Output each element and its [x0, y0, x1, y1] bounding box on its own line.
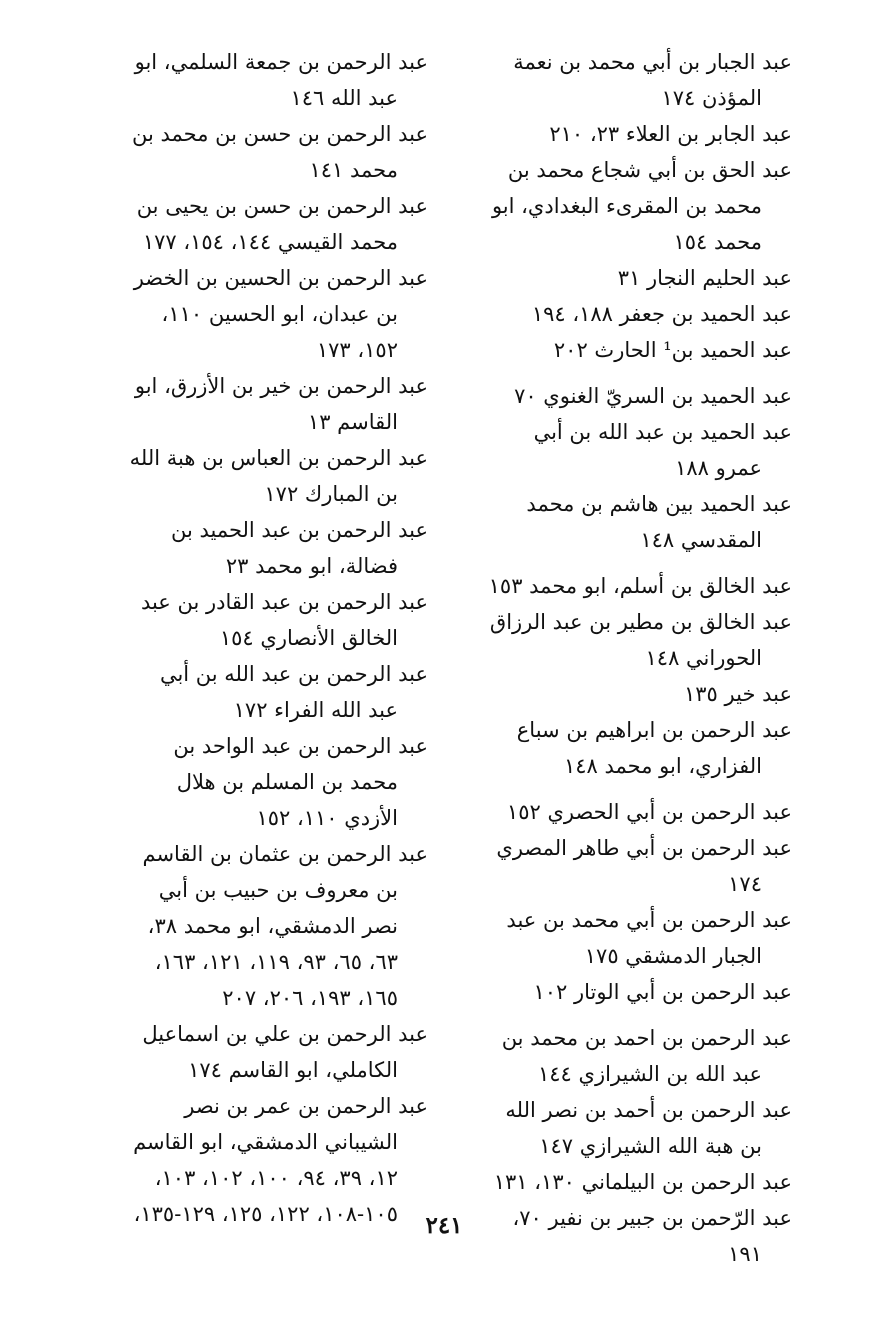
index-entry: عبد الرحمن بن أبي الحصري ١٥٢ — [506, 800, 792, 824]
index-entry: عبد الرحمن بن عبد الله بن أبي عبد الله الفراء ١٧٢ — [159, 662, 428, 722]
index-entry: عبد الحليم النجار ٣١ — [617, 266, 792, 290]
index-entry: عبد الرحمن بن أبي الوتار ١٠٢ — [533, 980, 792, 1004]
index-column-right — [486, 44, 792, 1272]
index-column-left — [128, 44, 428, 1232]
index-entry: عبد الرحمن بن أبي طاهر المصري ١٧٤ — [496, 836, 792, 896]
index-entry: عبد الرحمن بن حسن بن يحيى بن محمد القيسي ١٤٤، ١٥٤، ١٧٧ — [136, 194, 428, 254]
page-number: ٢٤١ — [425, 1212, 463, 1239]
index-entry: عبد الحميد بن السريّ الغنوي ٧٠ — [514, 384, 792, 408]
index-entry: عبد الحق بن أبي شجاع محمد بن محمد بن المقرىء البغدادي، ابو محمد ١٥٤ — [491, 158, 792, 254]
index-entry: عبد الرحمن بن عمر بن نصر الشيباني الدمشقي، ابو القاسم ١٢، ٣٩، ٩٤، ١٠٠، ١٠٢، ١٠٣، ١٠٥-١٠٨، ١٢٢، ١٢٥، ١٢٩-١٣٥، — [133, 1094, 428, 1226]
index-entry: عبد الرحمن بن ابراهيم بن سباع الفزاري، ابو محمد ١٤٨ — [516, 718, 792, 778]
index-entry: عبد خير ١٣٥ — [684, 682, 792, 706]
index-entry: عبد الرحمن بن عثمان بن القاسم بن معروف بن حبيب بن أبي نصر الدمشقي، ابو محمد ٣٨، ٦٣، ٦٥، ٩٣، ١١٩، ١٢١، ١٦٣، ١٦٥، ١٩٣، ٢٠٦، ٢٠٧ — [142, 842, 428, 1010]
index-entry: عبد الرحمن بن عبد القادر بن عبد الخالق الأنصاري ١٥٤ — [140, 590, 428, 650]
index-entry: عبد الرحمن بن عبد الحميد بن فضالة، ابو محمد ٢٣ — [170, 518, 428, 578]
index-entry: عبد الرحمن بن جمعة السلمي، ابو عبد الله ١٤٦ — [134, 50, 428, 110]
index-entry: عبد الرحمن بن احمد بن محمد بن عبد الله بن الشيرازي ١٤٤ — [501, 1026, 792, 1086]
index-entry: عبد الرحمن بن العباس بن هبة الله بن المبارك ١٧٢ — [129, 446, 428, 506]
index-entry: عبد الرحمن بن أبي محمد بن عبد الجبار الدمشقي ١٧٥ — [506, 908, 792, 968]
index-entry: عبد الخالق بن مطير بن عبد الرزاق الحوراني ١٤٨ — [489, 610, 792, 670]
index-entry: عبد الرحمن بن أحمد بن نصر الله بن هبة الله الشيرازي ١٤٧ — [505, 1098, 792, 1158]
index-entry: عبد الرحمن بن خير بن الأزرق، ابو القاسم ١٣ — [134, 374, 428, 434]
index-entry: عبد الرحمن بن حسن بن محمد بن محمد ١٤١ — [131, 122, 428, 182]
index-entry: عبد الرحمن بن الحسين بن الخضر بن عبدان، ابو الحسين ١١٠، ١٥٢، ١٧٣ — [133, 266, 428, 362]
index-entry: عبد الرحمن بن عبد الواحد بن محمد بن المسلم بن هلال الأزدي ١١٠، ١٥٢ — [173, 734, 428, 830]
index-entry: عبد الجبار بن أبي محمد بن نعمة المؤذن ١٧٤ — [513, 50, 792, 110]
index-entry: عبد الرحمن بن علي بن اسماعيل الكاملي، ابو القاسم ١٧٤ — [142, 1022, 428, 1082]
index-entry: عبد الحميد بن¹ الحارث ٢٠٢ — [553, 338, 792, 362]
index-entry: عبد الحميد بين هاشم بن محمد المقدسي ١٤٨ — [526, 492, 792, 552]
index-entry: عبد الحميد بن جعفر ١٨٨، ١٩٤ — [531, 302, 792, 326]
index-entry: عبد الرّحمن بن جبير بن نفير ٧٠، ١٩١ — [512, 1206, 792, 1266]
index-entry: عبد الخالق بن أسلم، ابو محمد ١٥٣ — [488, 574, 792, 598]
index-entry: عبد الجابر بن العلاء ٢٣، ٢١٠ — [549, 122, 792, 146]
index-entry: عبد الحميد بن عبد الله بن أبي عمرو ١٨٨ — [533, 420, 792, 480]
index-entry: عبد الرحمن بن البيلماني ١٣٠، ١٣١ — [493, 1170, 792, 1194]
